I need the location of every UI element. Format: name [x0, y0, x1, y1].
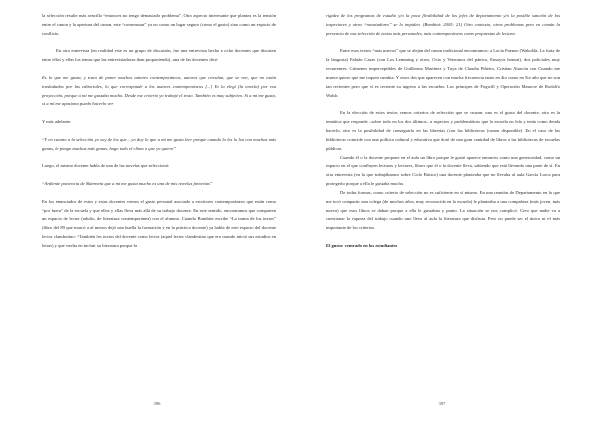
block-quote: Es lo que me gusta, y trato de poner muchos autores contemporáneos, autores que circulan, que se ven, que no están trasladados por las editoriales, lo que corresponde a los autores contemporáneos [...] Yo la elegí (la novela) por esa proyección, porque a mí me gustaba mucho. Desde ese criterio yo trabajé el texto. También es muy subjetivo. Si a mí me gusta, si a mí me apasiona puedo hacerlo ver [42, 74, 276, 107]
quote-continuation: rigidez de los programas de estudio y/o la poca flexibilidad de los jefes de departamento y/o la posible sanción de los inspectores y otros “novatadores” se lo impiden. (Bombini: 2005: 21) Otro contexto, otros problemas pero en común la presencia de esa selección de textos más personales, más contemporáneos como propuestas de lectura. [326, 13, 560, 36]
left-page-text [42, 12, 276, 251]
block-quote: “Y en cuanto a la selección yo soy de los que... yo doy lo que a mí me gusta leer porque cuando lo les lo lea con muchas más ganas, le pongo muchas más ganas, hago todo el clima o que yo quiero” [42, 136, 276, 151]
right-page-text [326, 12, 560, 251]
paragraph: Cuando él o la docente propone en el aula un libro porque le gustó aparece entonces como una generosidad, como un espacio en el que confluyen lecturas y lectores, libros que él o la docente lleva, sabiendo que está llevando una parte de sí. En otra entrevista (en la que trabajábamos sobre Ciclo Básico) una docente planteaba que no llevaba al aula García Lorca para protegerlo porque a ella le gustaba mucho. [326, 154, 560, 187]
paragraph: En otra entrevista (en realidad este es un grupo de discusión, fue una entrevista hecha a ocho docentes que discuten entre ellos y ellas los temas que las entrevistadoras iban proponiendo), una de las docentes dice: [42, 48, 276, 63]
paragraph: Entre esos textos “más nuevos” que se alejan del canon tradicional encontramos: a Lucía Puenzo (Wakolda, La furia de la langosta) Fabián Casas (con Los Lemming y otros, Ocio y Veteranos del pánico, Ensayos bonsai), dos policiales muy recurrentes: Crímenes imperceptibles de Guillermo Martínez y Tuya de Claudia Piñeiro, Cristian Alarcón con Cuando me muera quiero que me toquen cumbia. Y otros dos que aparecen con mucha frecuencia tanto en 4to como en 5to año que no son tan recientes pero que sí es reciente su ingreso a las escuelas: Los príncipes de Fogwill y Operación Masacre de Rodolfo Walsh. [326, 48, 560, 98]
block-quote: “Ardiente paciencia de Skármeta que a mí me gusta mucho es una de mis novelas favoritas” [42, 181, 213, 187]
page-number: 396 [153, 401, 161, 406]
section-heading: El gusto: centrado en los estudiantes [326, 242, 398, 248]
paragraph: En la elección de estos textos vemos criterios de selección que se cruzan: uno es el gusto del docente, otro es la temática que responde –sobre todo en los dos últimos– a aspectos y problemáticas que la escuela no leía y tenía como deuda hacerlo, otro es la posibilidad de conseguirlo en las librerías (con las bibliotecas (canon disponible). En el caso de las bibliotecas coincide con una política cultural y educativa que dotó de una gran cantidad de libros a las bibliotecas de escuelas públicas. [326, 110, 560, 151]
paragraph: De todas formas, como criterio de selección no es suficiente en sí mismo. En una reunión de Departamento en la que me tocó compartir una colega (de muchos años, muy reconocida en la escuela) le planteaba a una compañera (más joven, más nueva) que esos libros se daban porque a ella le gustaban y punto. La situación se nos complicó. Creo que nadie va a cuestionar la riqueza del trabajo cuando uno lleva al aula la literatura que disfruta. Pero no puede ser el único ni el más importante de los criterios. [326, 189, 560, 231]
right-page [300, 0, 600, 424]
paragraph: la selección resulte más sencilla “entonces no tengo demasiado problema”. Otro aspecto interesante que plantea es la tensión entre el canon y la apertura del canon, este “consensuar” ya no como un lugar seguro (como el gusto) sino como un espacio de conflicto. [42, 13, 276, 36]
page-number: 397 [438, 401, 446, 406]
paragraph: En los enunciados de estos y estas docentes vemos el gusto personal asociado a escritores contemporáneos que están como “por fuera” de la escuela y que ellos y ellas lleva más allá de su trabajo docente. En este sentido, encontramos que comparten un espacio de lector (adulto, de literatura contemporánea) con el alumno. Cuando Bombini escribe “La trama de los textos” (libro del 89 que marcó a al menos dejó una huella la formación y en la práctica docente) ya habla de este espacio del docente lector clandestino: “También los textos del docente como lector (aquel lector clandestino que era cuando inició sus estudios en letras) y que vuelta en incluir su literatura porque la [42, 198, 276, 248]
paragraph: Y más adelante: [42, 119, 72, 125]
paragraph: Luego, el mismo docente habla de una de las novelas que seleccionó: [42, 163, 170, 169]
